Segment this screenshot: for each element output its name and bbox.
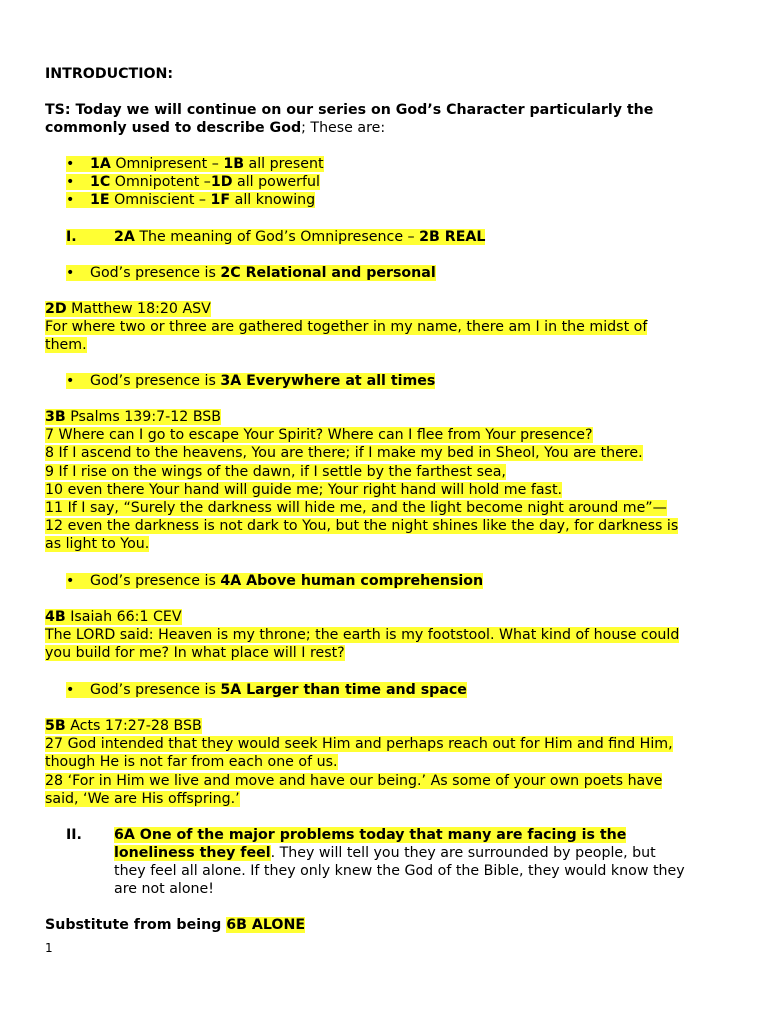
ts-rest: ; These are: <box>301 120 386 136</box>
scripture-acts: 5B Acts 17:27-28 BSB 27 God intended that they would seek Him and perhaps reach out for Him and find Him, though He is not far from each one of us. 28 ‘For in Him we live and move and have our being.’ As some of your own poets have said, ‘We are His offspring.’ <box>45 718 673 807</box>
bullet-item: • 1E Omniscient – 1F all knowing <box>66 192 316 208</box>
intro-heading: INTRODUCTION: <box>45 66 174 82</box>
scripture-psalms: 3B Psalms 139:7-12 BSB 7 Where can I go to escape Your Spirit? Where can I flee from Your presence? 8 If I ascend to the heavens, You are there; if I make my bed in Sheol, You are there. 9 If I rise on the wings of the dawn, if I settle by the farthest sea, 10 even there Your hand will guide me; Your right hand will hold me fast. 11 If I say, “Surely the darkness will hide me, and the light become night around me”— 12 even the darkness is not dark to You, but the night shines like the day, for darkness is as light to You. <box>45 409 679 553</box>
closing-line: Substitute from being 6B ALONE <box>45 917 306 933</box>
section-1-heading: I. 2A The meaning of God’s Omnipresence – 2B REAL <box>66 229 486 245</box>
point-relational: • God’s presence is 2C Relational and personal <box>66 265 436 281</box>
bullet-item: • 1A Omnipresent – 1B all present <box>66 156 324 172</box>
scripture-isaiah: 4B Isaiah 66:1 CEV The LORD said: Heaven is my throne; the earth is my footstool. What kind of house could you build for me? In what place will I rest? <box>45 609 680 662</box>
point-larger: • God’s presence is 5A Larger than time and space <box>66 682 467 698</box>
point-above-comprehension: • God’s presence is 4A Above human comprehension <box>66 573 484 589</box>
ts-paragraph <box>45 101 653 137</box>
page-number: 1 <box>45 941 53 955</box>
ts-bold-line1: TS: Today we will continue on our series on God’s Character particularly the <box>45 102 654 118</box>
section-2-heading: II. 6A One of the major problems today that many are facing is the loneliness they feel. They will tell you they are surrounded by people, but they feel all alone. If they only knew the God of the Bible, they would know they are not alone! <box>66 827 685 897</box>
scripture-matthew: 2D Matthew 18:20 ASV For where two or three are gathered together in my name, there am I in the midst of them. <box>45 301 648 354</box>
bullet-item: • 1C Omnipotent –1D all powerful <box>66 174 320 190</box>
point-everywhere: • God’s presence is 3A Everywhere at all times <box>66 373 436 389</box>
ts-bold-line2: commonly used to describe God <box>45 120 302 136</box>
